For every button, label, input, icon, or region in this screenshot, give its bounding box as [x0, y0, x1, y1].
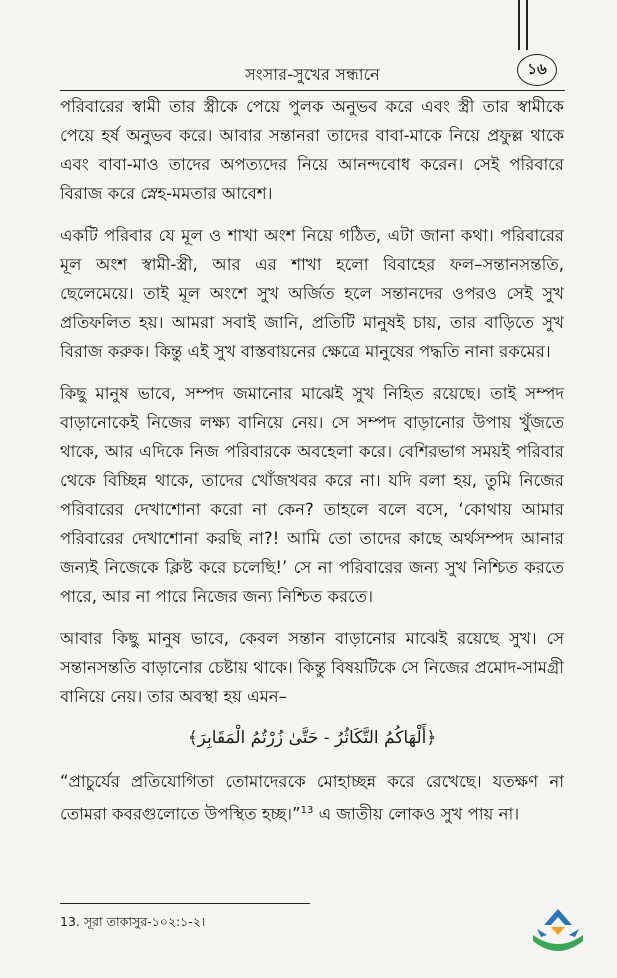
translation-tail: এ জাতীয় লোকও সুখ পায় না।: [313, 804, 520, 824]
logo-base-shape: [533, 935, 583, 951]
decorative-rule-left: [518, 0, 520, 50]
footnote-text: 13. সূরা তাকাসুর-১০২:১-২।: [60, 914, 206, 929]
page-header: [60, 56, 565, 91]
logo-wing-left: [537, 929, 547, 937]
paragraph-2: একটি পরিবার যে মূল ও শাখা অংশ নিয়ে গঠিত, এটা জানা কথা। পরিবারের মূল অংশ স্বামী-স্ত্রী, আর এর শাখা হলো বিবাহের ফল–সন্তানসন্ততি, ছেলেমেয়ে। তাই মূল অংশে সুখ অর্জিত হলে সন্তানদের ওপরও সেই সুখ প্রতিফলিত হয়। আমরা সবাই জানি, প্রতিটি মানুষই চায়, তার বাড়িতে সুখ বিরাজ করুক। কিন্তু এই সুখ বাস্তবায়নের ক্ষেত্রে মানুষের পদ্ধতি নানা রকমের।: [60, 226, 564, 361]
footnote-divider: [60, 903, 310, 904]
footnote-reference[interactable]: 13: [300, 805, 314, 816]
page-number: ১৬: [517, 54, 557, 86]
verse-translation: [60, 767, 564, 829]
translation-text: “প্রাচুর্যের প্রতিযোগিতা তোমাদেরকে মোহাচ্ছন্ন করে রেখেছে। যতক্ষণ না তোমরা কবরগুলোতে উপস্থিত হচ্ছ।”: [60, 772, 564, 824]
publisher-logo-icon: [527, 905, 589, 963]
logo-roof-shape: [544, 909, 572, 925]
paragraph-1: পরিবারের স্বামী তার স্ত্রীকে পেয়ে পুলক অনুভব করে এবং স্ত্রী তার স্বামীকে পেয়ে হর্ষ অনুভব করে। আবার সন্তানরা তাদের বাবা-মাকে নিয়ে প্রফুল্ল থাকে এবং বাবা-মাও তাদের অপত্যদের নিয়ে আনন্দবোধ করেন। সেই পরিবারে বিরাজ করে স্নেহ-মমতার আবেশ।: [60, 97, 564, 203]
quran-verse: ﴿أَلْهَاكُمُ التَّكَاثُرُ - حَتَّىٰ زُرْتُمُ الْمَقَابِرَ﴾: [187, 728, 437, 748]
page-body: [60, 92, 564, 842]
logo-center-shape: [551, 927, 565, 935]
logo-wing-right: [569, 929, 579, 937]
running-title: সংসার-সুখের সন্ধানে: [245, 65, 380, 84]
paragraph-4: আবার কিছু মানুষ ভাবে, কেবল সন্তান বাড়ানোর মাঝেই রয়েছে সুখ। সে সন্তানসন্ততি বাড়ানোর চেষ্টায় থাকে। কিন্তু বিষয়টিকে সে নিজের প্রমোদ-সামগ্রী বানিয়ে নেয়। তার অবস্থা হয় এমন–: [60, 629, 564, 706]
paragraph-3: কিছু মানুষ ভাবে, সম্পদ জমানোর মাঝেই সুখ নিহিত রয়েছে। তাই সম্পদ বাড়ানোকেই নিজের লক্ষ্য বানিয়ে নেয়। সে সম্পদ বাড়ানোর উপায় খুঁজতে থাকে, আর এদিকে নিজ পরিবারকে অবহেলা করে। বেশিরভাগ সময়ই পরিবার থেকে বিচ্ছিন্ন থাকে, তাদের খোঁজখবর করে না। যদি বলা হয়, তুমি নিজের পরিবারের দেখাশোনা করো না কেন? তাহলে বলে বসে, ‘কোথায় আমার পরিবারের দেখাশোনা করছি না?! আমি তো তাদের কাছে অর্থসম্পদ আনার জন্যই নিজেকে ক্লিষ্ট করে চলেছি!’ সে না পরিবারের জন্য সুখ নিশ্চিত করতে পারে, আর না পারে নিজের জন্য নিশ্চিত করতে।: [60, 384, 564, 606]
decorative-rule-right: [526, 0, 528, 50]
